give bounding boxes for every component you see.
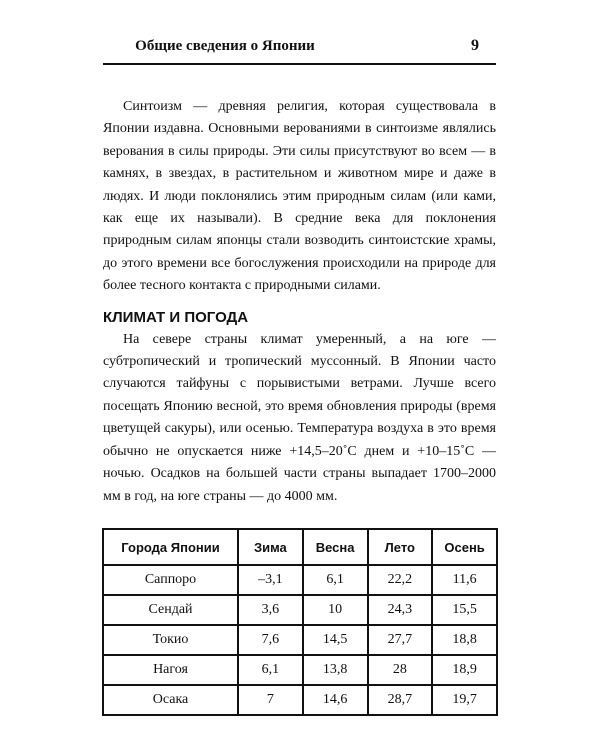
winter-cell: 6,1 [238,655,303,685]
temperature-table-container [102,528,498,716]
shinto-paragraph: Синтоизм — древняя религия, которая существовала в Японии издавна. Основными верованиями в синтоизме являлись верования в силы природы. Эти силы присутствуют во всем — в камнях, в звездах, в растительном и животном мире и даже в людях. И люди поклонялись этим природным силам (или ками, как еще их называли). В средние века для поклонения природным силам японцы стали возводить синтоистские храмы, до этого времени все богослужения происходили на природе для более тесного контакта с природными силами. [103,99,496,294]
autumn-cell: 18,9 [432,655,497,685]
page-body [103,96,496,508]
summer-cell: 28 [368,655,433,685]
page-number: 9 [471,37,479,54]
spring-cell: 14,5 [303,625,368,655]
city-cell: Нагоя [103,655,238,685]
climate-heading: КЛИМАТ И ПОГОДА [103,308,249,326]
autumn-cell: 18,8 [432,625,497,655]
spring-cell: 6,1 [303,565,368,595]
winter-cell: 7 [238,685,303,715]
autumn-cell: 15,5 [432,595,497,625]
summer-cell: 28,7 [368,685,433,715]
header-divider [103,63,496,65]
temperature-table [102,528,498,716]
autumn-cell: 11,6 [432,565,497,595]
winter-cell: 7,6 [238,625,303,655]
column-header-spring: Весна [303,529,368,565]
table-row [103,625,497,655]
city-cell: Сендай [103,595,238,625]
city-cell: Токио [103,625,238,655]
running-title: Общие сведения о Японии [135,38,315,54]
table-header-row [103,529,497,565]
city-cell: Осака [103,685,238,715]
climate-paragraph: На севере страны климат умеренный, а на юге — субтропический и тропический муссонный. В Японии часто случаются тайфуны с порывистыми ветрами. Лучше всего посещать Японию весной, это время обновления природы (время цветущей сакуры), или осенью. Температура воздуха в это время обычно не опускается ниже +14,5–20˚С днем и +10–15˚С — ночью. Осадков на большей части страны выпадает 1700–2000 мм в год, на юге страны — до 4000 мм. [103,331,496,504]
summer-cell: 22,2 [368,565,433,595]
winter-cell: 3,6 [238,595,303,625]
summer-cell: 24,3 [368,595,433,625]
table-row [103,655,497,685]
column-header-summer: Лето [368,529,433,565]
page-header [0,36,600,62]
table-row [103,595,497,625]
winter-cell: –3,1 [238,565,303,595]
column-header-winter: Зима [238,529,303,565]
spring-cell: 10 [303,595,368,625]
summer-cell: 27,7 [368,625,433,655]
table-row [103,565,497,595]
autumn-cell: 19,7 [432,685,497,715]
spring-cell: 13,8 [303,655,368,685]
column-header-autumn: Осень [432,529,497,565]
column-header-city: Города Японии [103,529,238,565]
table-row [103,685,497,715]
city-cell: Саппоро [103,565,238,595]
spring-cell: 14,6 [303,685,368,715]
